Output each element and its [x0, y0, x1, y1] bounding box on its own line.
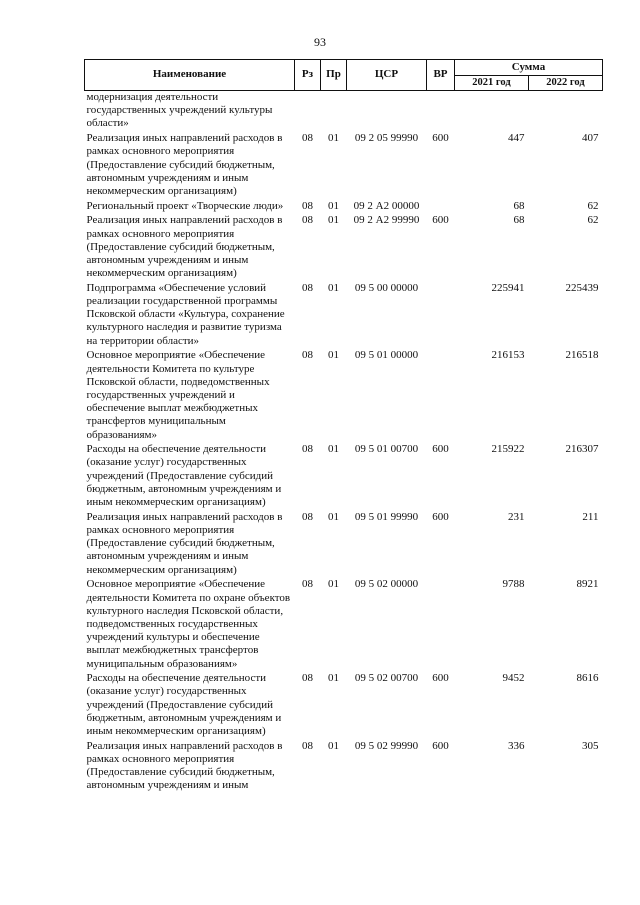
- cell-pr: 01: [328, 739, 339, 752]
- header-sum: Сумма: [455, 60, 603, 76]
- table-row: [85, 578, 603, 672]
- cell-rz: 08: [302, 214, 313, 227]
- table-body: [85, 91, 603, 795]
- cell-vr: 600: [432, 739, 449, 752]
- cell-sum-2022: 8616: [576, 672, 599, 685]
- cell-csr: 09 2 05 99990: [354, 132, 419, 145]
- cell-rz: 08: [302, 510, 313, 523]
- cell-sum-2022: 225439: [565, 281, 599, 294]
- cell-pr: 01: [328, 578, 339, 591]
- cell-sum-2021: 225941: [491, 281, 525, 294]
- header-pr: Пр: [321, 60, 347, 91]
- table-row: [85, 214, 603, 282]
- cell-rz: 08: [302, 132, 313, 145]
- cell-vr: [427, 578, 455, 672]
- cell-sum-2021: 216153: [491, 349, 525, 362]
- cell-name: Основное мероприятие «Обеспечение деятельности Комитета по охране объектов культурного наследия Псковской области, подведомственных государственных учреждений культуры и обеспечение выплат межбюджетных трансфертов муниципальным образованиям»: [86, 578, 291, 670]
- cell-name: Региональный проект «Творческие люди»: [86, 199, 284, 212]
- cell-sum-2021: 336: [508, 739, 525, 752]
- cell-sum-2021: 68: [513, 199, 525, 212]
- cell-csr: 09 5 02 99990: [354, 739, 419, 752]
- cell-vr: [427, 91, 455, 133]
- cell-pr: 01: [328, 349, 339, 362]
- table-row: [85, 282, 603, 350]
- cell-vr: [427, 200, 455, 215]
- cell-pr: 01: [328, 672, 339, 685]
- table-row: [85, 91, 603, 133]
- cell-name: Подпрограмма «Обеспечение условий реализации государственной программы Псковской области «Культура, сохранение культурного наследия и развитие туризма на территории области»: [86, 281, 285, 347]
- cell-csr: 09 2 А2 00000: [353, 199, 420, 212]
- table-row: [85, 132, 603, 200]
- cell-vr: [427, 349, 455, 443]
- cell-csr: 09 5 02 00000: [354, 578, 419, 591]
- cell-sum-2022: 211: [582, 510, 599, 523]
- table-row: [85, 443, 603, 511]
- table-row: [85, 672, 603, 740]
- cell-rz: 08: [302, 672, 313, 685]
- cell-rz: 08: [302, 281, 313, 294]
- cell-sum-2022: 216307: [565, 443, 599, 456]
- cell-csr: 09 5 01 00000: [354, 349, 419, 362]
- cell-name: Реализация иных направлений расходов в рамках основного мероприятия (Предоставление субсидий бюджетным, автономным учреждениям и иным некоммерческим организациям): [86, 132, 283, 197]
- cell-csr: [347, 91, 427, 133]
- table-row: [85, 349, 603, 443]
- cell-vr: 600: [432, 214, 449, 227]
- cell-rz: 08: [302, 443, 313, 456]
- cell-name: Реализация иных направлений расходов в рамках основного мероприятия (Предоставление субсидий бюджетным, автономным учреждениям и иным некоммерческим организациям): [86, 214, 283, 280]
- page-number: 93: [314, 35, 326, 49]
- header-rz: Рз: [295, 60, 321, 91]
- cell-name: Расходы на обеспечение деятельности (оказание услуг) государственных учреждений (Предоставление субсидий бюджетным, автономным учреждениям и иным некоммерческим организациям): [86, 443, 282, 509]
- cell-name: Расходы на обеспечение деятельности (оказание услуг) государственных учреждений (Предоставление субсидий бюджетным, автономным учреждениям и иным некоммерческим организациям): [86, 672, 282, 738]
- table-row: [85, 200, 603, 215]
- cell-sum-2021: 215922: [491, 443, 525, 456]
- cell-pr: 01: [328, 443, 339, 456]
- cell-csr: 09 2 А2 99990: [353, 214, 420, 227]
- header-vr: ВР: [427, 60, 455, 91]
- cell-rz: 08: [302, 578, 313, 591]
- cell-rz: 08: [302, 739, 313, 752]
- cell-sum-2022: [529, 91, 603, 133]
- cell-pr: 01: [328, 132, 339, 145]
- cell-pr: 01: [328, 214, 339, 227]
- cell-sum-2021: 447: [508, 132, 525, 145]
- header-2022: 2022 год: [529, 76, 603, 91]
- cell-sum-2022: 216518: [565, 349, 599, 362]
- cell-sum-2022: 407: [582, 132, 599, 145]
- cell-name: Реализация иных направлений расходов в рамках основного мероприятия (Предоставление субсидий бюджетным, автономным учреждениям и иным: [86, 739, 283, 792]
- cell-vr: [427, 282, 455, 350]
- cell-pr: [321, 91, 347, 133]
- cell-pr: 01: [328, 510, 339, 523]
- cell-pr: 01: [328, 199, 339, 212]
- cell-sum-2022: 62: [587, 199, 599, 212]
- cell-sum-2021: [455, 91, 529, 133]
- table-row: [85, 511, 603, 579]
- cell-pr: 01: [328, 281, 339, 294]
- cell-csr: 09 5 02 00700: [354, 672, 419, 685]
- cell-name: Основное мероприятие «Обеспечение деятельности Комитета по культуре Псковской области, подведомственных государственных учреждений и обеспечение выплат межбюджетных трансфертов муниципальным образованиям»: [86, 349, 270, 441]
- cell-csr: 09 5 01 00700: [354, 443, 419, 456]
- cell-sum-2022: 8921: [576, 578, 599, 591]
- header-csr: ЦСР: [347, 60, 427, 91]
- cell-rz: 08: [302, 199, 313, 212]
- cell-vr: 600: [432, 510, 449, 523]
- cell-sum-2021: 68: [513, 214, 525, 227]
- cell-sum-2021: 231: [508, 510, 525, 523]
- cell-name: Реализация иных направлений расходов в рамках основного мероприятия (Предоставление субсидий бюджетным, автономным учреждениям и иным некоммерческим организациям): [86, 510, 283, 576]
- table-row: [85, 740, 603, 794]
- header-name: Наименование: [85, 60, 295, 91]
- cell-vr: 600: [432, 443, 449, 456]
- cell-vr: 600: [432, 672, 449, 685]
- cell-rz: [295, 91, 321, 133]
- cell-sum-2021: 9452: [502, 672, 525, 685]
- cell-csr: 09 5 00 00000: [354, 281, 419, 294]
- cell-name: модернизация деятельности государственных учреждений культуры области»: [86, 91, 273, 130]
- cell-sum-2021: 9788: [502, 578, 525, 591]
- cell-rz: 08: [302, 349, 313, 362]
- cell-csr: 09 5 01 99990: [354, 510, 419, 523]
- cell-sum-2022: 305: [582, 739, 599, 752]
- table-header: [85, 60, 603, 91]
- cell-vr: 600: [432, 132, 449, 145]
- budget-table: [84, 59, 603, 794]
- header-2021: 2021 год: [455, 76, 529, 91]
- cell-sum-2022: 62: [587, 214, 599, 227]
